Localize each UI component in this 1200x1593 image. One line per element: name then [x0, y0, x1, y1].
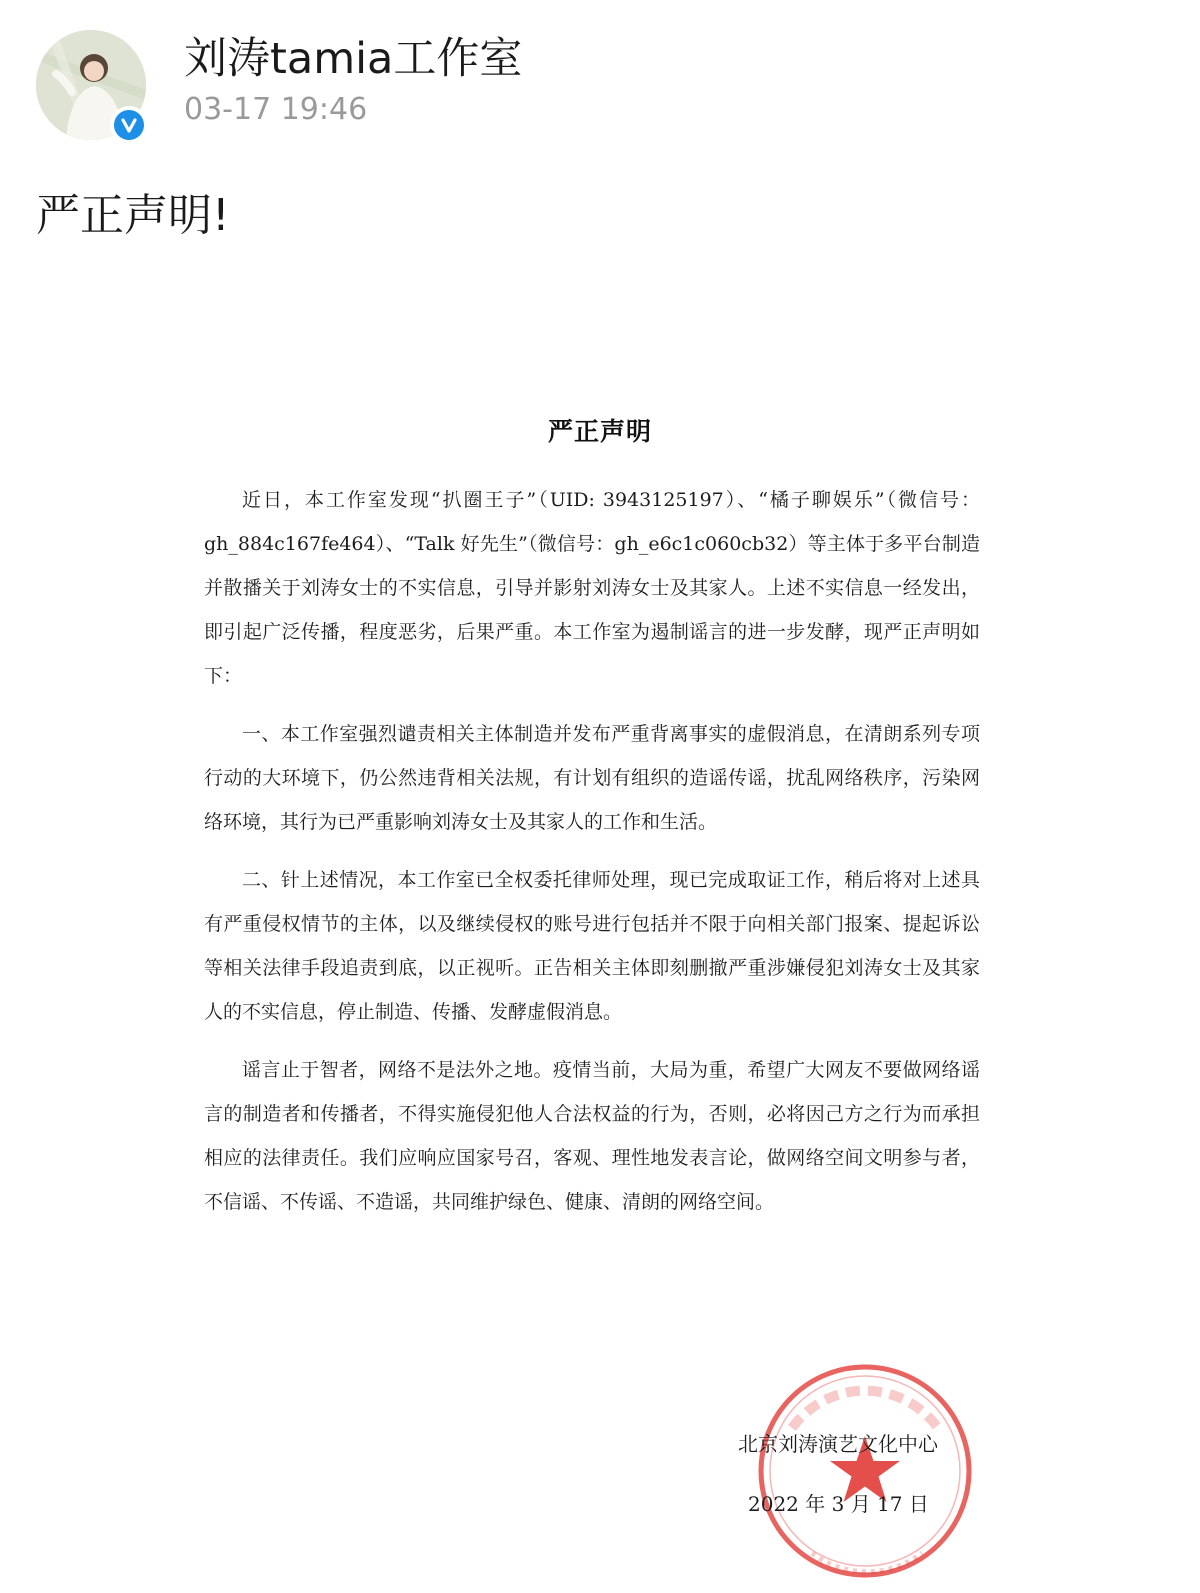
statement-title: 严正声明 [547, 417, 652, 446]
statement-image[interactable] [0, 300, 1200, 1593]
statement-body [204, 478, 980, 1238]
statement-date: 2022 年 3 月 17 日 [748, 1492, 929, 1516]
statement-paragraph-intro: 近日，本工作室发现“扒圈王子”（UID: 3943125197）、“橘子聊娱乐”（微信号：gh_884c167fe464）、“Talk 好先生”（微信号：gh_e6c1c060cb32）等主体于多平台制造并散播关于刘涛女士的不实信息，引导并影射刘涛女士及其家人。上述不实信息一经发出，即引起广泛传播，程度恶劣，后果严重。本工作室为遏制谣言的进一步发酵，现严正声明如下： [204, 489, 980, 687]
statement-paragraph-1: 一、本工作室强烈谴责相关主体制造并发布严重背离事实的虚假消息，在清朗系列专项行动的大环境下，仍公然违背相关法规，有计划有组织的造谣传谣，扰乱网络秩序，污染网络环境，其行为已严重影响刘涛女士及其家人的工作和生活。 [204, 723, 980, 833]
post-timestamp: 03-17 19:46 [184, 92, 368, 127]
statement-paragraph-closing: 谣言止于智者，网络不是法外之地。疫情当前，大局为重，希望广大网友不要做网络谣言的制造者和传播者，不得实施侵犯他人合法权益的行为，否则，必将因己方之行为而承担相应的法律责任。我们应响应国家号召，客观、理性地发表言论，做网络空间文明参与者，不信谣、不传谣、不造谣，共同维护绿色、健康、清朗的网络空间。 [204, 1059, 980, 1213]
verified-badge-icon [110, 106, 148, 144]
statement-signer: 北京刘涛演艺文化中心 [738, 1432, 938, 1456]
username[interactable]: 刘涛tamia工作室 [184, 34, 523, 84]
official-seal-icon [752, 1358, 978, 1584]
post-text: 严正声明! [36, 190, 230, 241]
statement-paragraph-2: 二、针上述情况，本工作室已全权委托律师处理，现已完成取证工作，稍后将对上述具有严重侵权情节的主体，以及继续侵权的账号进行包括并不限于向相关部门报案、提起诉讼等相关法律手段追责到底，以正视听。正告相关主体即刻删撤严重涉嫌侵犯刘涛女士及其家人的不实信息，停止制造、传播、发酵虚假消息。 [204, 869, 980, 1023]
checkmark-v-icon [119, 115, 139, 135]
